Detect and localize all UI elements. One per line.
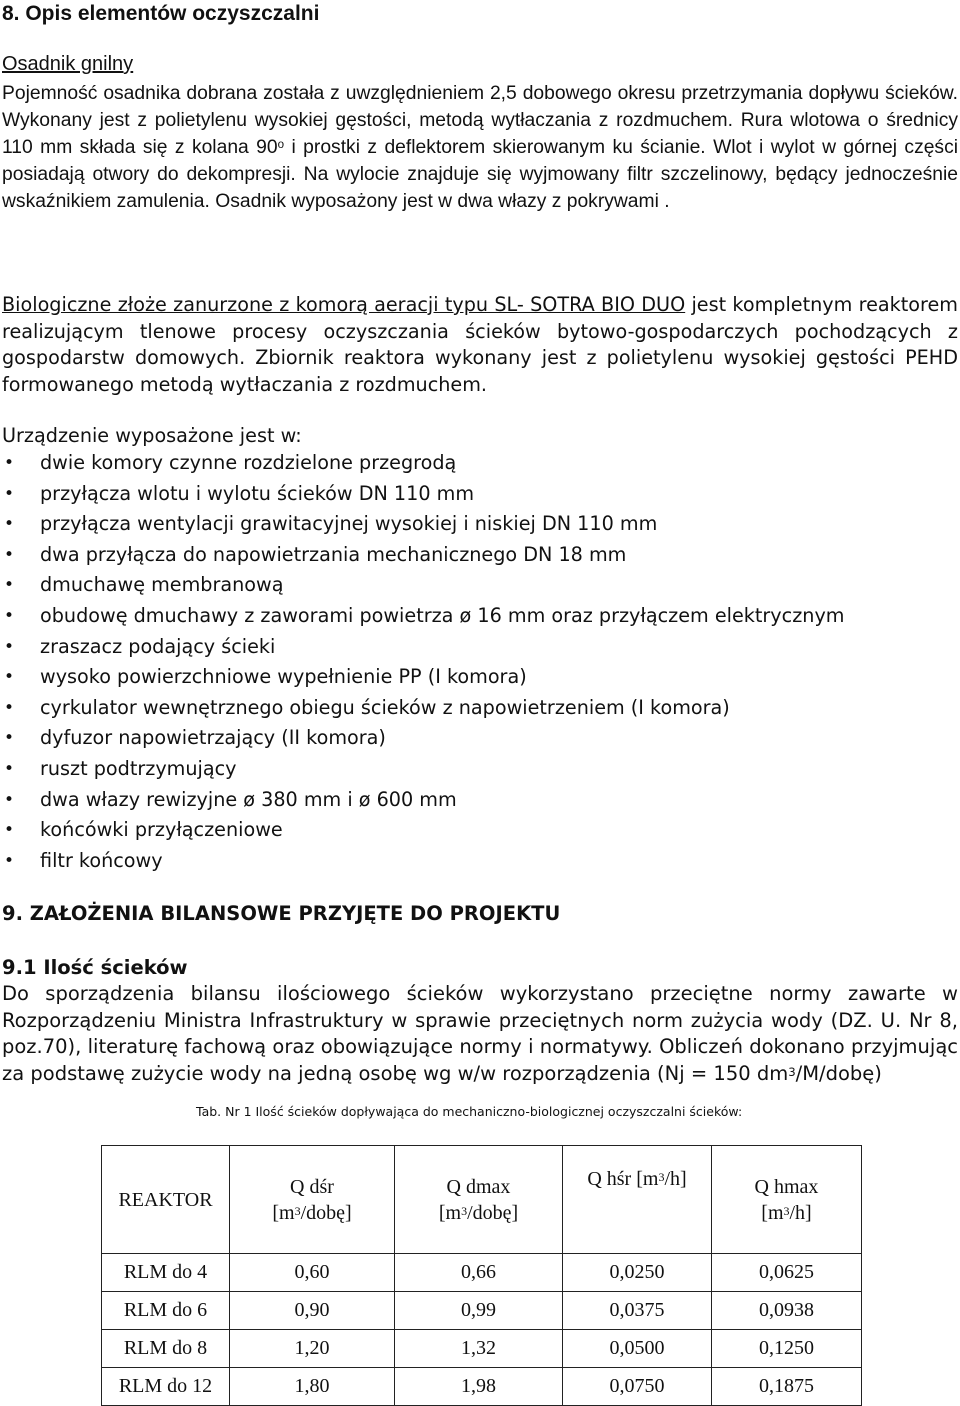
equipment-list	[0, 448, 950, 876]
septic-tank-text-b: i prostki z deflektorem skierowanym ku ścianie. Wlot i wylot w górnej części posiadają otwory do dekompresji. Na wylocie znajduje się wyjmowany filtr szczelinowy, będący jednocześnie wskaźnikiem zamulenia. Osadnik wyposażony jest w dwa włazy z pokrywami .	[2, 137, 958, 212]
list-item-text: przyłącza wentylacji grawitacyjnej wysokiej i niskiej DN 110 mm	[40, 512, 658, 536]
list-item-text: cyrkulator wewnętrznego obiegu ścieków z napowietrzeniem (I komora)	[40, 695, 730, 719]
header-q-hmax	[712, 1146, 862, 1254]
bioreactor-name-underlined: Biologiczne złoże zanurzone z komorą aeracji typu SL- SOTRA BIO DUO	[2, 293, 686, 316]
table-cell: 0,0250	[563, 1254, 712, 1292]
header-sup: 3	[461, 1203, 468, 1218]
table-caption: Tab. Nr 1 Ilość ścieków dopływająca do mechaniczno-biologicznej oczyszczalni ścieków:	[196, 1104, 743, 1119]
header-q-dmax	[395, 1146, 563, 1254]
bioreactor-description	[2, 292, 958, 398]
list-item-text: dyfuzor napowietrzający (II komora)	[40, 726, 386, 750]
bullet-icon: •	[4, 820, 15, 841]
table-cell: 0,0938	[712, 1292, 862, 1330]
bullet-icon: •	[4, 728, 15, 749]
bullet-icon: •	[4, 514, 15, 535]
header-sup: 3	[658, 1170, 665, 1184]
header-line1: Q dmax	[446, 1175, 511, 1198]
header-reactor	[102, 1146, 230, 1254]
septic-tank-text-a: Pojemność osadnika dobrana została z uwzględnieniem 2,5 dobowego okresu przetrzymania dopływu ścieków. Wykonany jest z polietylenu wysokiej gęstości, metodą wytłaczania z rozdmuchem. Rura wlotowa o średnicy 110 mm składa się z kolana 90	[2, 83, 958, 158]
table-cell: 1,20	[230, 1330, 395, 1368]
header-line2b: /dobę]	[300, 1201, 352, 1224]
list-item	[0, 754, 950, 785]
bullet-icon: •	[4, 575, 15, 596]
list-item-text: dwie komory czynne rozdzielone przegrodą	[40, 451, 457, 474]
table-row	[102, 1330, 862, 1368]
header-line2a: [m	[272, 1201, 295, 1224]
header-line1: Q hmax	[754, 1175, 819, 1198]
list-item	[0, 815, 950, 846]
table-cell: 1,32	[395, 1330, 563, 1368]
table-cell: 0,90	[230, 1292, 395, 1330]
table-header-row	[102, 1146, 862, 1254]
list-item-text: końcówki przyłączeniowe	[40, 818, 283, 842]
header-line2a: [m	[438, 1201, 462, 1224]
list-item-text: zraszacz podający ścieki	[40, 634, 276, 658]
bullet-icon: •	[4, 697, 15, 718]
header-q-hsr	[563, 1146, 712, 1254]
list-item-text: filtr końcowy	[40, 848, 163, 872]
table-row	[102, 1368, 862, 1406]
table-cell: 1,98	[395, 1368, 563, 1406]
table-cell: 0,1875	[712, 1368, 862, 1406]
header-line2b: /h]	[664, 1168, 687, 1190]
table-cell: 0,66	[395, 1254, 563, 1292]
list-item	[0, 601, 950, 632]
bullet-icon: •	[4, 636, 15, 657]
table-cell: RLM do 8	[102, 1330, 230, 1368]
section-9-heading: 9. ZAŁOŻENIA BILANSOWE PRZYJĘTE DO PROJEKTU	[2, 902, 561, 925]
header-line2b: /dobę]	[467, 1201, 519, 1224]
table-row	[102, 1254, 862, 1292]
header-line2a: [m	[761, 1201, 784, 1224]
table-cell: 0,99	[395, 1292, 563, 1330]
table-cell: 0,0750	[563, 1368, 712, 1406]
table-cell: 0,0500	[563, 1330, 712, 1368]
bullet-icon: •	[4, 667, 15, 688]
table-cell: 0,0625	[712, 1254, 862, 1292]
list-item-text: dwa przyłącza do napowietrzania mechanicznego DN 18 mm	[40, 542, 627, 566]
table-cell: 0,60	[230, 1254, 395, 1292]
header-line2b: /h]	[789, 1201, 812, 1224]
septic-tank-subheading: Osadnik gnilny	[2, 53, 134, 75]
list-item	[0, 785, 950, 816]
header-sup: 3	[294, 1203, 301, 1218]
list-item	[0, 846, 950, 877]
table-row	[102, 1292, 862, 1330]
section-8-heading: 8. Opis elementów oczyszczalni	[2, 2, 320, 25]
table-cell: RLM do 12	[102, 1368, 230, 1406]
list-item	[0, 570, 950, 601]
list-item	[0, 479, 950, 510]
header-line1: Q hśr [m	[587, 1168, 659, 1190]
bullet-icon: •	[4, 453, 15, 473]
bioreactor-text: jest kompletnym reaktorem realizującym tlenowe procesy oczyszczania ścieków bytowo-gospodarczych pochodzących z gospodarstw domowych. Zbiornik reaktora wykonany jest z polietylenu wysokiej gęstości PEHD formowanego metodą wytłaczania z rozdmuchem.	[2, 293, 958, 396]
table-cell: 1,80	[230, 1368, 395, 1406]
septic-tank-description	[2, 80, 958, 215]
list-item-text: ruszt podtrzymujący	[40, 756, 237, 780]
list-item	[0, 662, 950, 693]
list-item-text: wysoko powierzchniowe wypełnienie PP (I komora)	[40, 665, 527, 689]
list-item	[0, 509, 950, 540]
table-cell: 0,1250	[712, 1330, 862, 1368]
table-cell: 0,0375	[563, 1292, 712, 1330]
bullet-icon: •	[4, 758, 15, 779]
table-cell: RLM do 4	[102, 1254, 230, 1292]
cubic-superscript: 3	[788, 1064, 796, 1079]
list-item	[0, 693, 950, 724]
table-cell: RLM do 6	[102, 1292, 230, 1330]
header-q-dsr	[230, 1146, 395, 1254]
equipment-label: Urządzenie wyposażone jest w:	[2, 424, 302, 447]
list-item	[0, 540, 950, 571]
list-item-text: dmuchawę membranową	[40, 573, 284, 597]
section-9-1-heading: 9.1 Ilość ścieków	[2, 956, 188, 979]
header-line1: Q dśr	[290, 1175, 334, 1198]
header-sup: 3	[783, 1203, 790, 1218]
list-item	[0, 723, 950, 754]
bullet-icon: •	[4, 850, 15, 871]
wastewater-text-a: Do sporządzenia bilansu ilościowego ścieków wykorzystano przeciętne normy zawarte w Rozporządzeniu Ministra Infrastruktury w sprawie przeciętnych norm zużycia wody (DZ. U. Nr 8, poz.70), literaturę fachową oraz obowiązujące normy i normatywy. Obliczeń dokonano przyjmując za podstawę zużycie wody na jedną osobę wg w/w rozporządzenia (Nj = 150 dm	[2, 982, 958, 1085]
flow-table	[101, 1145, 862, 1406]
bullet-icon: •	[4, 483, 15, 504]
list-item	[0, 448, 950, 479]
list-item-text: obudowę dmuchawy z zaworami powietrza ø 16 mm oraz przyłączem elektrycznym	[40, 603, 845, 627]
header-line1: REAKTOR	[118, 1188, 213, 1211]
degree-superscript: o	[277, 139, 285, 151]
bullet-icon: •	[4, 789, 15, 810]
bullet-icon: •	[4, 544, 15, 565]
list-item-text: dwa włazy rewizyjne ø 380 mm i ø 600 mm	[40, 787, 457, 811]
list-item-text: przyłącza wlotu i wylotu ścieków DN 110 mm	[40, 481, 475, 505]
list-item	[0, 632, 950, 663]
wastewater-quantity-description	[2, 981, 958, 1087]
bullet-icon: •	[4, 605, 15, 626]
wastewater-text-b: /M/dobę)	[795, 1061, 882, 1085]
